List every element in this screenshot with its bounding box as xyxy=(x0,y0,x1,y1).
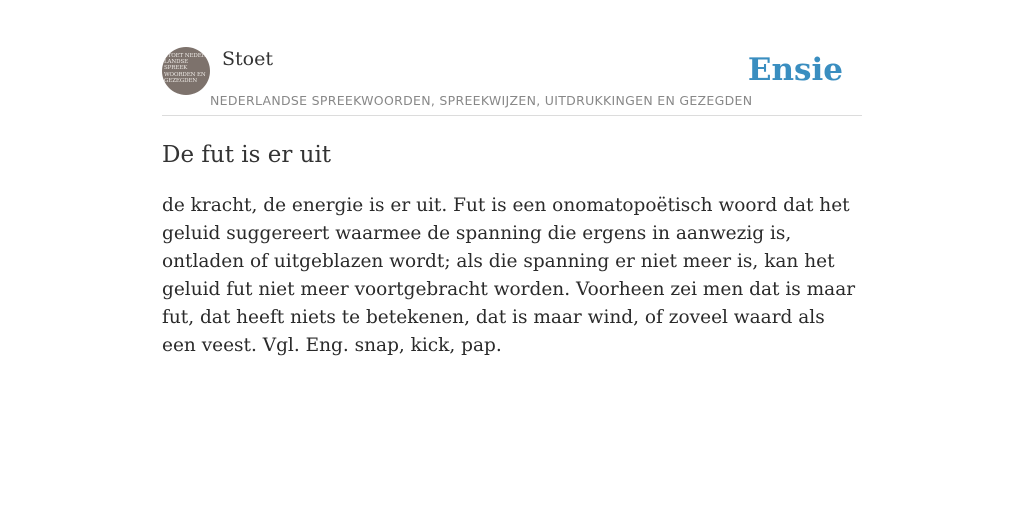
author-name[interactable]: Stoet xyxy=(222,48,273,70)
entry-definition: de kracht, de energie is er uit. Fut is een onomatopoëtisch woord dat het geluid suggereert waarmee de spanning die ergens in aanwezig is, ontladen of uitgeblazen wordt; als die spanning er niet meer is, kan het geluid fut niet meer voortgebracht worden. Voorheen zei men dat is maar fut, dat heeft niets te betekenen, dat is maar wind, of zoveel waard als een veest. Vgl. Eng. snap, kick, pap. xyxy=(162,195,856,356)
avatar[interactable] xyxy=(162,47,210,95)
entry-title: De fut is er uit xyxy=(162,142,332,168)
source-subtitle[interactable]: NEDERLANDSE SPREEKWOORDEN, SPREEKWIJZEN, UITDRUKKINGEN EN GEZEGDEN xyxy=(210,93,753,108)
source-header xyxy=(162,44,862,116)
avatar-book-cover-text: STOET NEDER LANDSE SPREEK WOORDEN EN GEZEGDEN xyxy=(164,53,206,84)
brand-logo[interactable]: Ensie xyxy=(747,52,843,88)
